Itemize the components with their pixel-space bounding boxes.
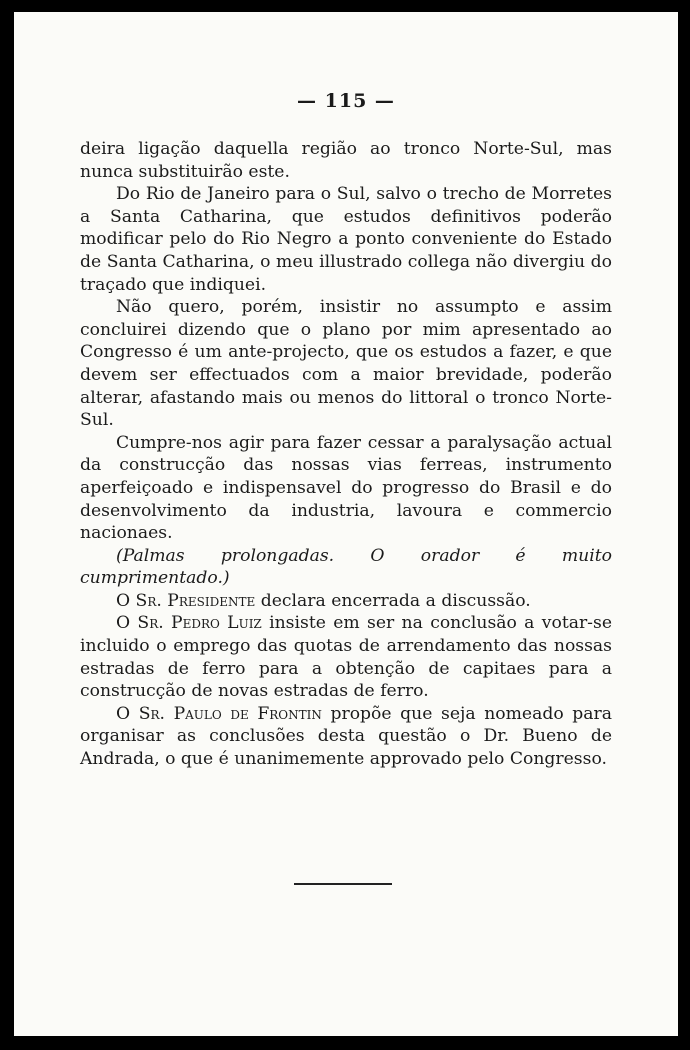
paragraph-1: deira ligação daquella região ao tronco Norte-Sul, mas nunca substituirão este. <box>80 139 612 182</box>
paragraph-7-text: propõe que seja nomeado para organisar as conclusões desta questão o Dr. Bueno de Andrada, o que é unanimemente approvado pelo Congresso. <box>80 703 612 770</box>
paragraph-4 <box>80 432 612 545</box>
applause-note: (Palmas prolongadas. O orador é muito cumprimentado.) <box>80 545 612 589</box>
speaker-paulo-de-frontin: O Sr. Paulo de Frontin <box>116 703 322 724</box>
paragraph-3: Não quero, porém, insistir no assumpto e assim concluirei dizendo que o plano por mim apresentado ao Congresso é um ante-projecto, que os estudos a fazer, e que devem ser effectuados com a maior brevidade, poderão alterar, afastando mais ou menos do littoral o tronco Norte-Sul. <box>80 297 612 431</box>
paragraph-7 <box>80 703 612 771</box>
paragraph-6-text: insiste em ser na conclusão a votar-se incluido o emprego das quotas de arrendamento das nossas estradas de ferro para a obtenção de capitaes para a construcção de novas estradas de ferro. <box>80 613 612 702</box>
paragraph-2: Do Rio de Janeiro para o Sul, salvo o trecho de Morretes a Santa Catharina, que estudos definitivos poderão modificar pelo do Rio Negro a ponto conveniente do Estado de Santa Catharina, o meu illustrado collega não divergiu do traçado que indiquei. <box>80 184 612 295</box>
paragraph-6 <box>80 612 612 702</box>
speaker-presidente: O Sr. Presidente <box>116 590 256 611</box>
speaker-pedro-luiz: O Sr. Pedro Luiz <box>116 613 262 634</box>
paragraph-5-text: declara encerrada a discussão. <box>255 590 531 611</box>
paragraph-5 <box>80 590 612 613</box>
body-text <box>80 138 612 771</box>
paragraph-4-applause <box>80 545 612 590</box>
page-number: — 115 — <box>297 90 395 112</box>
paragraph-4-text: Cumpre-nos agir para fazer cessar a paralysação actual da construcção das nossas vias ferreas, instrumento aperfeiçoado e indispensavel do progresso do Brasil e do desenvolvimento da industria, lavoura e commercio nacionaes. <box>80 432 612 544</box>
document-page <box>14 12 678 1036</box>
section-divider <box>294 883 392 885</box>
